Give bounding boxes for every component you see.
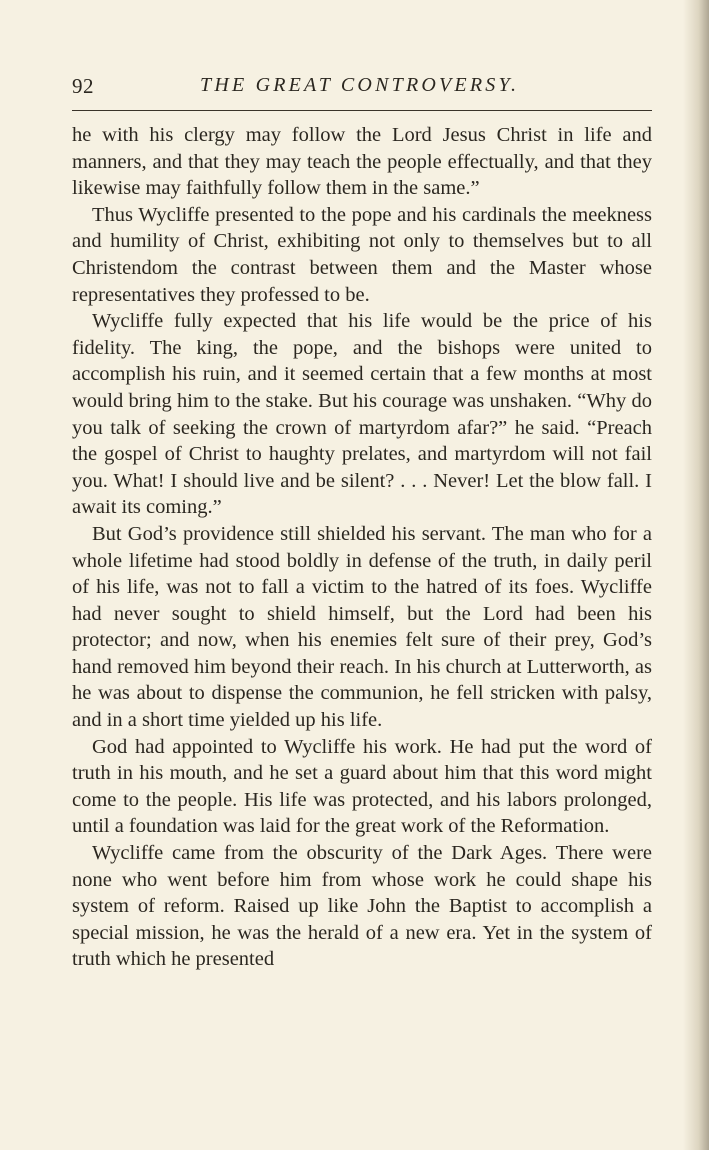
paragraph: But God’s providence still shielded his servant. The man who for a whole lifetime had stood boldly in defense of the truth, in daily peril of his life, was not to fall a victim to the hatred of its foes. Wycliffe had never sought to shield himself, but the Lord had been his protector; and now, when his enemies felt sure of their prey, God’s hand removed him beyond their reach. In his church at Lutterworth, as he was about to dispense the communion, he fell stricken with palsy, and in a short time yielded up his life. [72, 522, 652, 732]
header-rule [72, 110, 652, 111]
running-title: THE GREAT CONTROVERSY. [200, 74, 520, 96]
paragraph: God had appointed to Wycliffe his work. He had put the word of truth in his mouth, and he set a guard about him that this word might come to the people. His life was protected, and his labors prolonged, until a foundation was laid for the great work of the Reformation. [72, 735, 652, 838]
body-text [72, 122, 652, 973]
page-number: 92 [72, 74, 94, 98]
page-header [72, 74, 652, 104]
paragraph: Thus Wycliffe presented to the pope and his cardinals the meekness and humility of Christ, exhibiting not only to themselves but to all Christendom the contrast between them and the Master whose representatives they professed to be. [72, 203, 652, 306]
page-edge-shadow [683, 0, 709, 1150]
paragraph: Wycliffe fully expected that his life would be the price of his fidelity. The king, the pope, and the bishops were united to accomplish his ruin, and it seemed certain that a few months at most would bring him to the stake. But his courage was unshaken. “Why do you talk of seeking the crown of martyrdom afar?” he said. “Preach the gospel of Christ to haughty prelates, and martyrdom will not fail you. What! I should live and be silent? . . . Never! Let the blow fall. I await its coming.” [72, 310, 652, 519]
paragraph: Wycliffe came from the obscurity of the Dark Ages. There were none who went before him from whose work he could shape his system of reform. Raised up like John the Baptist to accomplish a special mission, he was the herald of a new era. Yet in the system of truth which he presented [72, 842, 652, 971]
paragraph-continued: he with his clergy may follow the Lord Jesus Christ in life and manners, and that they may teach the people effectually, and that they likewise may faithfully follow them in the same.” [72, 124, 652, 200]
